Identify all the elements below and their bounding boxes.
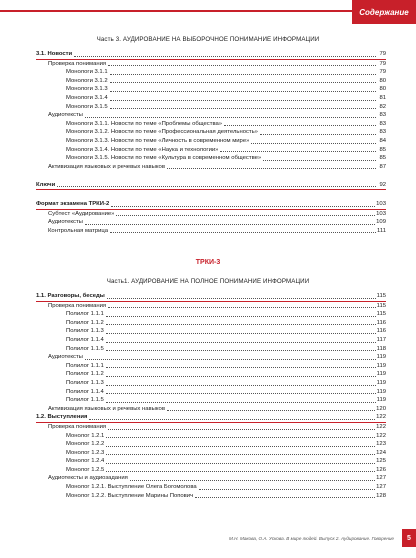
- toc-entry[interactable]: [36, 466, 386, 475]
- toc-leader-dots: [74, 56, 376, 57]
- toc-entry[interactable]: [36, 405, 386, 414]
- toc-entry-page: 126: [376, 466, 386, 473]
- toc-leader-dots: [106, 350, 376, 351]
- toc-entry-label: Монологи 3.1.1. Новости по теме «Проблемы общества»: [66, 120, 223, 127]
- toc-entry-label: Монолог 1.2.2. Выступление Марины Попович: [66, 492, 194, 499]
- toc-entry[interactable]: [36, 154, 386, 163]
- toc-entry-label: Проверка понимания: [48, 423, 107, 430]
- toc-entry-label: Полилог 1.1.3: [66, 379, 104, 386]
- toc-entry-page: 115: [376, 293, 386, 299]
- toc-entry[interactable]: [36, 181, 386, 191]
- toc-entry-page: 85: [379, 146, 386, 153]
- part3-heading: Часть 3. АУДИРОВАНИЕ НА ВЫБОРОЧНОЕ ПОНИМАНИЕ ИНФОРМАЦИИ: [96, 36, 320, 43]
- toc-leader-dots: [106, 376, 376, 377]
- toc-leader-dots: [110, 100, 376, 101]
- toc-leader-dots: [116, 215, 375, 216]
- toc-leader-dots: [110, 82, 376, 83]
- toc-entry-page: 79: [379, 51, 386, 57]
- toc-leader-dots: [199, 489, 375, 490]
- toc-entry-page: 80: [379, 86, 386, 93]
- toc-leader-dots: [85, 117, 376, 118]
- toc-entry[interactable]: [36, 423, 386, 432]
- toc-entry-label: Проверка понимания: [48, 60, 107, 67]
- toc-entry-page: 82: [379, 103, 386, 110]
- toc-entry-label: Монологи 3.1.3. Новости по теме «Личность в современном мире»: [66, 137, 250, 144]
- toc-entry-page: 87: [379, 163, 386, 170]
- toc-entry[interactable]: [36, 94, 386, 103]
- toc-entry-label: Аудиотексты: [48, 354, 83, 361]
- toc-entry-label: Монолог 1.2.2: [66, 441, 105, 448]
- toc-leader-dots: [106, 367, 376, 368]
- toc-entry-page: 119: [376, 397, 386, 404]
- toc-entry[interactable]: [36, 457, 386, 466]
- toc-entry[interactable]: [36, 362, 386, 371]
- toc-leader-dots: [106, 316, 376, 317]
- toc-entry[interactable]: [36, 128, 386, 137]
- toc-entry[interactable]: [36, 396, 386, 405]
- toc-entry-page: 119: [376, 388, 386, 395]
- toc-entry[interactable]: [36, 77, 386, 86]
- toc-entry-label: Полилог 1.1.4: [66, 336, 104, 343]
- toc-leader-dots: [220, 151, 376, 152]
- footer-citation: М.Н. Макова, О.А. Ускова. В мире людей. Выпуск 2. Аудирование. Говорение: [228, 536, 394, 541]
- toc-leader-dots: [106, 385, 376, 386]
- toc-entry-label: Субтест «Аудирование»: [48, 210, 115, 217]
- toc-leader-dots: [106, 402, 376, 403]
- toc-entry[interactable]: [36, 353, 386, 362]
- toc-entry-label: Полилог 1.1.1: [66, 362, 104, 369]
- page-number: 5: [402, 529, 416, 547]
- toc-entry[interactable]: [36, 449, 386, 458]
- toc-entry[interactable]: [36, 483, 386, 492]
- toc-entry-page: 85: [379, 155, 386, 162]
- toc-entry-label: Монологи 3.1.5: [66, 103, 108, 110]
- toc-leader-dots: [106, 333, 376, 334]
- toc-entry-page: 122: [376, 432, 386, 439]
- toc-entry[interactable]: [36, 492, 386, 501]
- toc-entry-label: Монологи 3.1.2. Новости по теме «Профессиональная деятельность»: [66, 129, 258, 136]
- toc-leader-dots: [111, 206, 375, 207]
- toc-entry-label: Монологи 3.1.4. Новости по теме «Наука и технологии»: [66, 146, 219, 153]
- toc-entry-page: 111: [377, 227, 386, 234]
- toc-leader-dots: [108, 429, 375, 430]
- toc-entry-page: 115: [376, 311, 386, 318]
- toc-entry-label: Полилог 1.1.3: [66, 328, 104, 335]
- toc-entry[interactable]: [36, 210, 386, 219]
- toc-leader-dots: [57, 186, 376, 187]
- toc-leader-dots: [106, 437, 375, 438]
- toc-leader-dots: [130, 480, 375, 481]
- toc-leader-dots: [167, 168, 376, 169]
- toc-leader-dots: [108, 307, 376, 308]
- toc-entry[interactable]: [36, 432, 386, 441]
- toc-entry[interactable]: [36, 120, 386, 129]
- toc-entry[interactable]: [36, 336, 386, 345]
- toc-entry[interactable]: [36, 200, 386, 210]
- toc-entry[interactable]: [36, 60, 386, 69]
- toc-entry-label: Монологи 3.1.3: [66, 86, 108, 93]
- toc-entry[interactable]: [36, 50, 386, 60]
- toc-leader-dots: [106, 454, 375, 455]
- toc-entry[interactable]: [36, 302, 386, 311]
- toc-leader-dots: [167, 410, 375, 411]
- toc-entry[interactable]: [36, 413, 386, 423]
- toc-entry[interactable]: [36, 292, 386, 302]
- toc-entry-page: 83: [379, 120, 386, 127]
- toc-entry-label: Монологи 3.1.1: [66, 69, 108, 76]
- toc-entry-page: 117: [376, 336, 386, 343]
- toc-leader-dots: [110, 108, 376, 109]
- toc-leader-dots: [85, 224, 375, 225]
- toc-entry-label: Аудиотексты: [48, 219, 83, 226]
- toc-entry-label: Монологи 3.1.5. Новости по теме «Культура в современном обществе»: [66, 155, 262, 162]
- toc-leader-dots: [224, 125, 376, 126]
- toc-entry-page: 127: [376, 484, 386, 491]
- toc-entry-page: 103: [376, 200, 386, 207]
- toc-entry[interactable]: [36, 68, 386, 77]
- toc-entry-page: 116: [376, 328, 386, 335]
- toc-entry-label: 3.1. Новости: [36, 51, 73, 57]
- toc-entry-page: 79: [379, 69, 386, 76]
- toc-entry-page: 122: [376, 414, 386, 421]
- toc-entry-page: 122: [376, 423, 386, 430]
- toc-entry[interactable]: [36, 103, 386, 112]
- toc-entry-page: 109: [376, 219, 386, 226]
- toc-leader-dots: [106, 463, 375, 464]
- header-rule: [0, 10, 352, 12]
- toc-entry[interactable]: [36, 345, 386, 354]
- toc-entry[interactable]: [36, 370, 386, 379]
- toc-leader-dots: [195, 497, 375, 498]
- toc-leader-dots: [107, 298, 376, 299]
- toc-entry-label: Монолог 1.2.4: [66, 458, 105, 465]
- toc-entry-page: 120: [376, 405, 386, 412]
- toc-entry-page: 119: [376, 354, 386, 361]
- toc-entry[interactable]: [36, 85, 386, 94]
- toc-entry-label: Активизация языковых и речевых навыков: [48, 405, 165, 412]
- toc-leader-dots: [106, 324, 376, 325]
- toc-entry-page: 83: [379, 129, 386, 136]
- toc-entry-label: Монолог 1.2.1: [66, 432, 105, 439]
- toc-entry-label: Контрольная матрица: [48, 227, 109, 234]
- toc-leader-dots: [108, 65, 376, 66]
- toc-entry-label: Аудиотексты и аудиозадания: [48, 475, 128, 482]
- toc-entry[interactable]: [36, 310, 386, 319]
- toc-entry-label: Монолог 1.2.3: [66, 449, 105, 456]
- toc-leader-dots: [89, 419, 375, 420]
- toc-entry[interactable]: [36, 379, 386, 388]
- toc-entry-label: 1.1. Разговоры, беседы: [36, 293, 105, 299]
- toc-entry-label: Полилог 1.1.2: [66, 371, 104, 378]
- toc-entry-page: 81: [379, 94, 386, 101]
- toc-spacer: [36, 190, 386, 200]
- toc-entry-page: 84: [379, 137, 386, 144]
- toc-entry[interactable]: [36, 474, 386, 483]
- toc-leader-dots: [110, 74, 376, 75]
- toc-entry[interactable]: [36, 137, 386, 146]
- toc-entry-label: Монолог 1.2.1. Выступление Олега Богомолова: [66, 484, 197, 491]
- toc-leader-dots: [251, 143, 376, 144]
- part1-heading: Часть1. АУДИРОВАНИЕ НА ПОЛНОЕ ПОНИМАНИЕ ИНФОРМАЦИИ: [106, 278, 310, 285]
- toc-list-part3: [36, 50, 386, 235]
- toc-entry[interactable]: [36, 440, 386, 449]
- contents-tab[interactable]: Содержание: [352, 0, 416, 24]
- toc-leader-dots: [110, 91, 376, 92]
- toc-entry-label: Формат экзамена ТРКИ-2: [36, 200, 110, 207]
- toc-entry-page: 119: [376, 362, 386, 369]
- toc-entry-page: 119: [376, 379, 386, 386]
- toc-entry-label: Монологи 3.1.2: [66, 77, 108, 84]
- toc-entry-page: 116: [376, 319, 386, 326]
- toc-entry-page: 115: [376, 302, 386, 309]
- toc-entry-page: 125: [376, 458, 386, 465]
- toc-leader-dots: [260, 134, 376, 135]
- toc-entry-label: Полилог 1.1.1: [66, 311, 104, 318]
- toc-list-part1: [36, 292, 386, 500]
- toc-entry-label: Полилог 1.1.5: [66, 345, 104, 352]
- toc-leader-dots: [106, 342, 376, 343]
- toc-entry-label: Полилог 1.1.2: [66, 319, 104, 326]
- toc-entry-label: 1.2. Выступления: [36, 414, 88, 421]
- toc-entry-page: 119: [376, 371, 386, 378]
- toc-entry-label: Полилог 1.1.4: [66, 388, 104, 395]
- toc-spacer: [36, 171, 386, 181]
- toc-entry-label: Проверка понимания: [48, 302, 107, 309]
- toc-entry-page: 103: [376, 210, 386, 217]
- toc-entry-page: 92: [379, 181, 386, 188]
- toc-entry-page: 80: [379, 77, 386, 84]
- toc-entry[interactable]: [36, 227, 386, 236]
- toc-entry-label: Монолог 1.2.5: [66, 466, 105, 473]
- toc-leader-dots: [110, 232, 376, 233]
- toc-entry-label: Монологи 3.1.4: [66, 94, 108, 101]
- toc-leader-dots: [106, 471, 375, 472]
- toc-entry-page: 79: [379, 60, 386, 67]
- toc-entry-label: Ключи: [36, 181, 56, 188]
- toc-entry[interactable]: [36, 146, 386, 155]
- toc-entry-page: 124: [376, 449, 386, 456]
- toc-entry-label: Полилог 1.1.5: [66, 397, 104, 404]
- toc-entry-page: 123: [376, 441, 386, 448]
- toc-leader-dots: [263, 160, 376, 161]
- toc-entry[interactable]: [36, 218, 386, 227]
- toc-leader-dots: [85, 359, 376, 360]
- toc-entry[interactable]: [36, 319, 386, 328]
- toc-leader-dots: [106, 446, 375, 447]
- toc-entry[interactable]: [36, 327, 386, 336]
- toc-entry-page: 83: [379, 112, 386, 119]
- level-heading: ТРКИ-3: [195, 259, 221, 266]
- toc-entry-label: Активизация языковых и речевых навыков: [48, 163, 165, 170]
- toc-entry[interactable]: [36, 388, 386, 397]
- toc-entry-page: 118: [376, 345, 386, 352]
- toc-entry-page: 128: [376, 492, 386, 499]
- toc-entry[interactable]: [36, 163, 386, 172]
- toc-entry-label: Аудиотексты: [48, 112, 83, 119]
- toc-leader-dots: [106, 393, 376, 394]
- toc-entry-page: 127: [376, 475, 386, 482]
- toc-entry[interactable]: [36, 111, 386, 120]
